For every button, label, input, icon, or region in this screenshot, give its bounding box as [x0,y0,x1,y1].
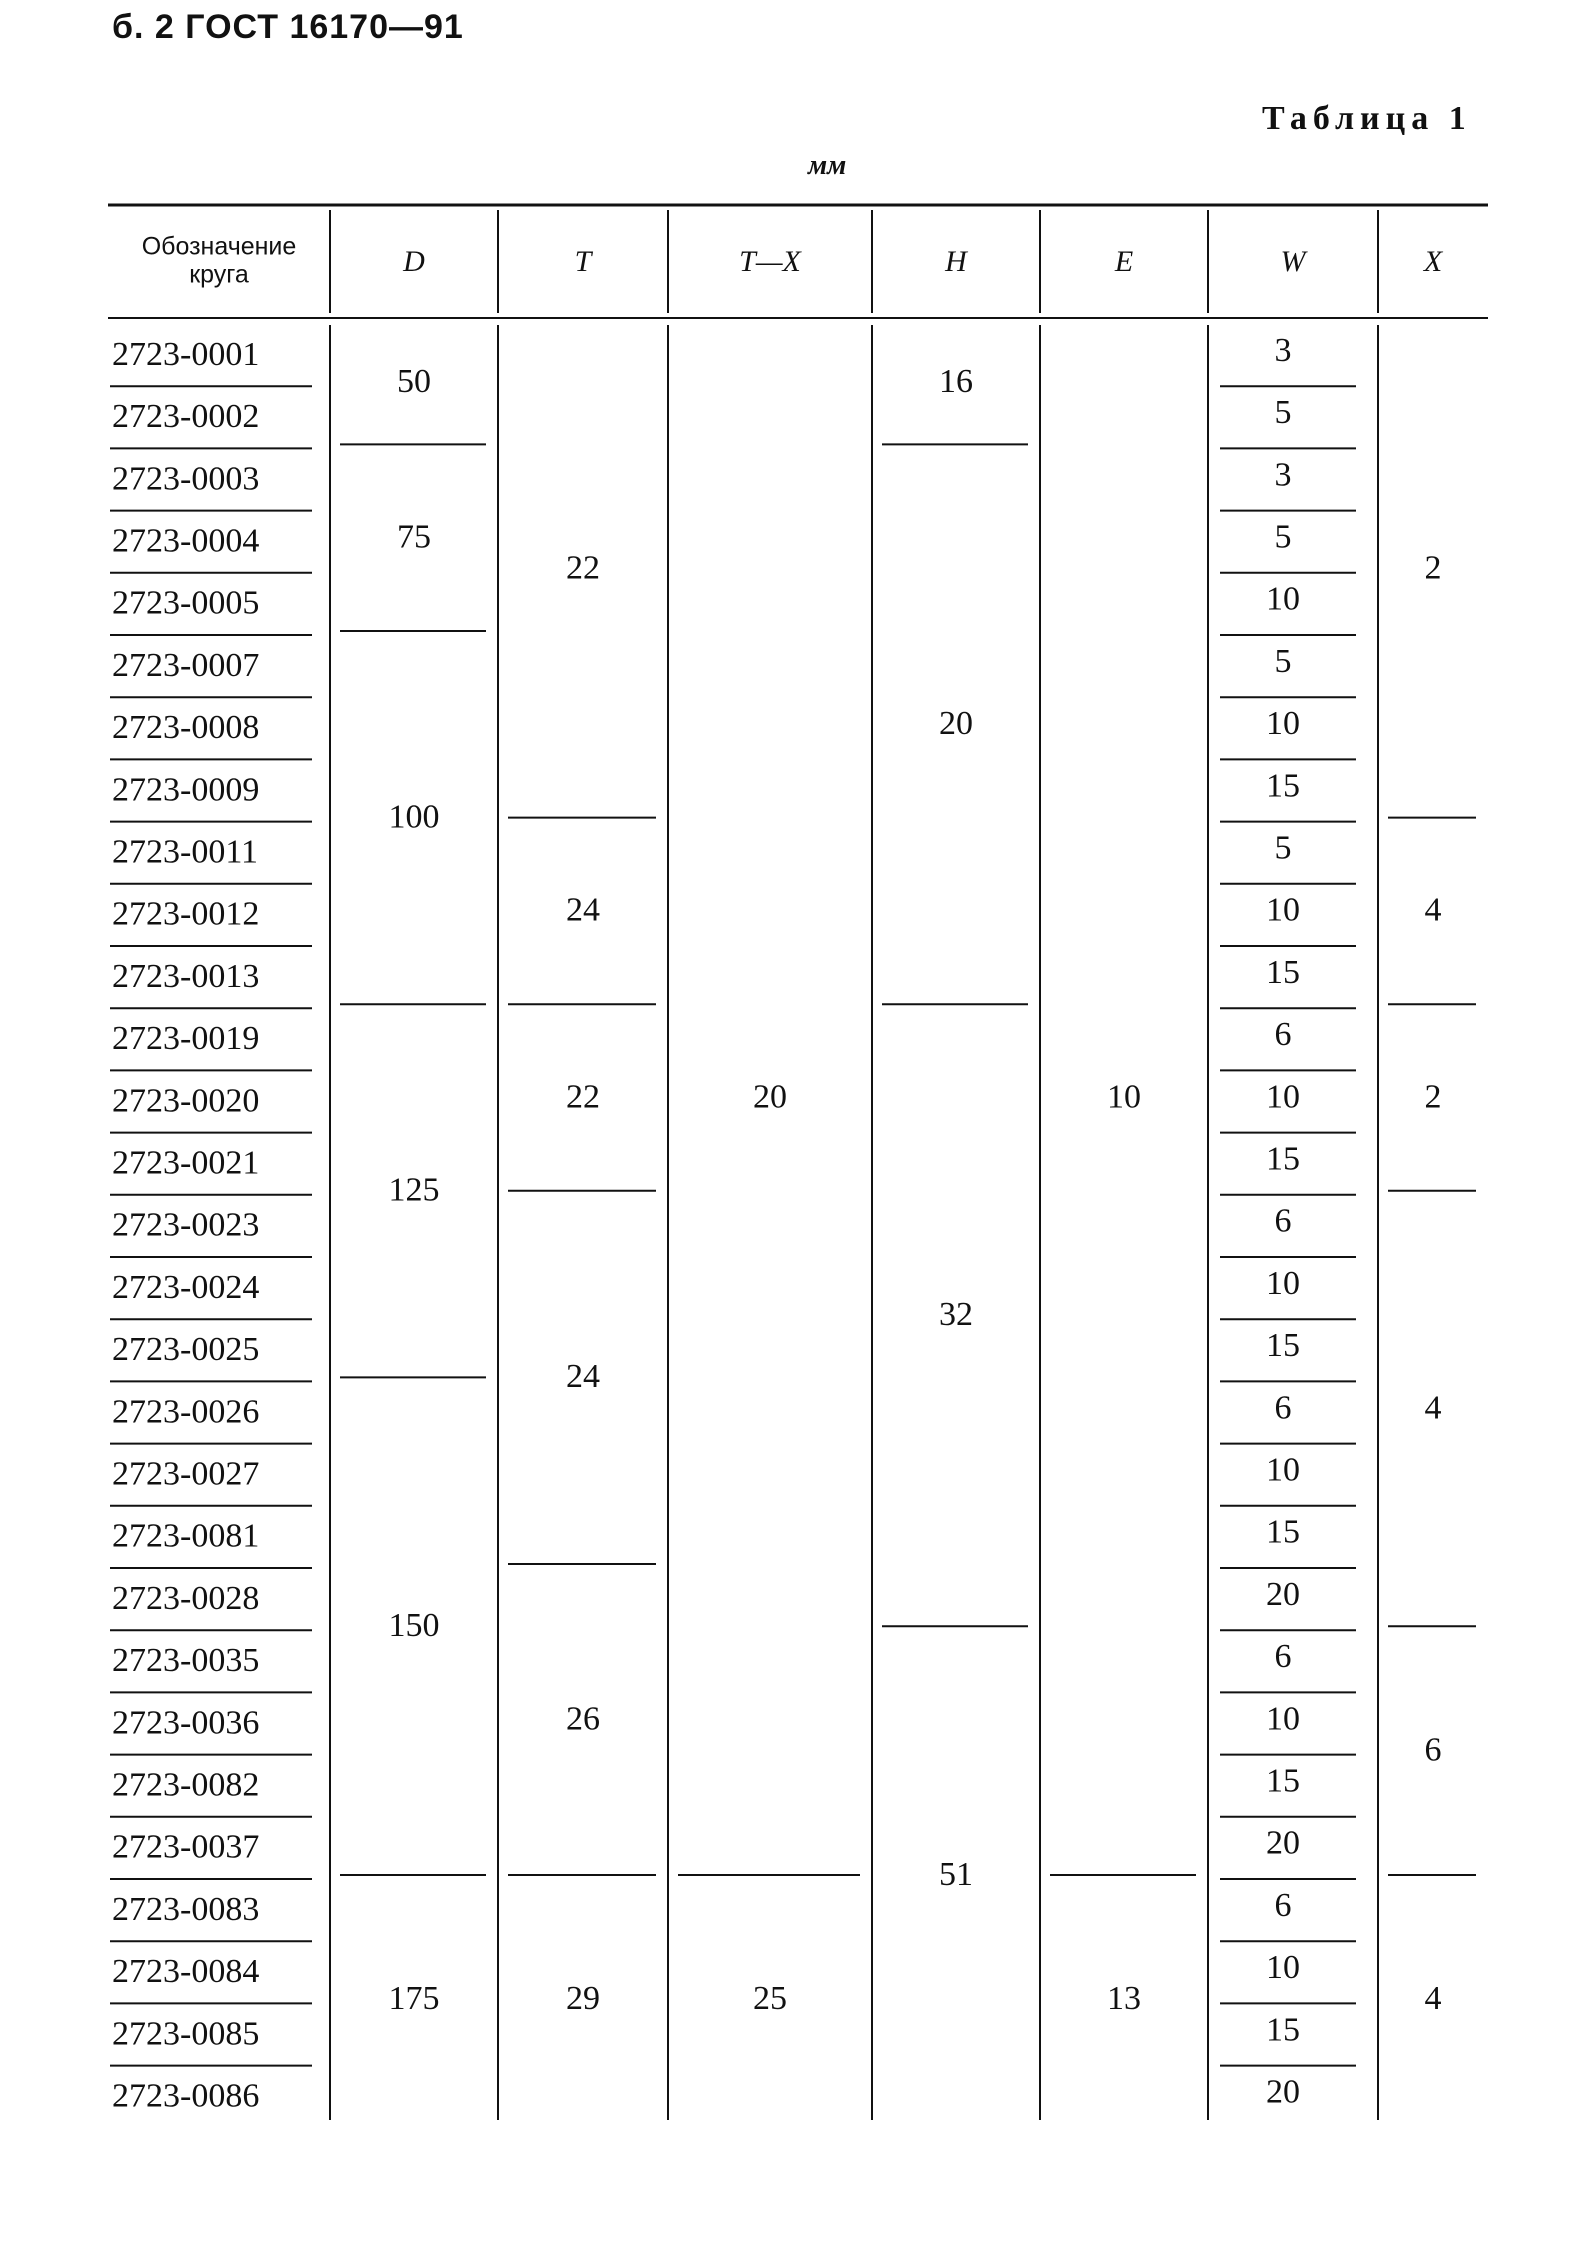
designation-code: 2723-0023 [112,1206,260,1244]
w-value: 5 [1274,518,1292,556]
designation-code: 2723-0007 [112,646,260,684]
x-value: 6 [1424,1731,1442,1769]
w-value: 3 [1274,456,1292,494]
designation-code: 2723-0081 [112,1517,260,1555]
t-x-value: 20 [753,1078,787,1116]
page-header: б. 2 ГОСТ 16170—91 [112,8,464,46]
d-value: 50 [397,362,431,400]
t-x-value: 25 [753,1980,787,2018]
w-value: 6 [1274,1389,1292,1427]
designation-code: 2723-0036 [112,1704,260,1742]
column-header-t-x: T—X [739,244,801,278]
designation-code: 2723-0008 [112,709,260,747]
designation-header: круга [189,260,249,289]
designation-code: 2723-0028 [112,1579,260,1617]
designation-code: 2723-0024 [112,1268,260,1306]
column-header-t: T [574,244,592,278]
d-value: 125 [388,1171,440,1209]
designation-code: 2723-0082 [112,1766,260,1804]
table-caption: Таблица 1 [1262,100,1472,137]
x-value: 2 [1424,1078,1442,1116]
w-value: 10 [1266,580,1300,618]
designation-code: 2723-0019 [112,1020,260,1058]
d-value: 175 [388,1980,440,2018]
x-value: 2 [1424,549,1442,587]
t-value: 29 [566,1980,600,2018]
designation-code: 2723-0084 [112,1953,260,1991]
w-value: 15 [1266,1140,1300,1178]
designation-code: 2723-0003 [112,460,260,498]
column-header-d: D [403,244,425,278]
designation-code: 2723-0013 [112,957,260,995]
designation-code: 2723-0085 [112,2015,260,2053]
t-value: 24 [566,891,600,929]
table-header [142,233,1444,289]
w-value: 10 [1266,1264,1300,1302]
w-value: 20 [1266,1824,1300,1862]
e-value: 10 [1107,1078,1141,1116]
designation-code: 2723-0021 [112,1144,260,1182]
w-value: 6 [1274,1638,1292,1676]
designation-code: 2723-0035 [112,1642,260,1680]
h-value: 32 [939,1295,973,1333]
t-value: 26 [566,1700,600,1738]
w-value: 10 [1266,1700,1300,1738]
x-value: 4 [1424,1389,1442,1427]
w-value: 15 [1266,2011,1300,2049]
w-value: 15 [1266,953,1300,991]
d-value: 75 [397,518,431,556]
x-value: 4 [1424,1980,1442,2018]
x-value: 4 [1424,891,1442,929]
designation-code: 2723-0083 [112,1890,260,1928]
designation-code: 2723-0086 [112,2077,260,2115]
w-value: 15 [1266,1762,1300,1800]
e-value: 13 [1107,1980,1141,2018]
designation-code: 2723-0037 [112,1828,260,1866]
w-value: 15 [1266,1327,1300,1365]
h-value: 16 [939,362,973,400]
column-header-e: E [1114,244,1134,278]
units-label: мм [808,150,847,181]
t-value: 22 [566,1078,600,1116]
column-header-x: X [1423,244,1443,278]
t-value: 22 [566,549,600,587]
d-value: 150 [388,1606,440,1644]
w-value: 10 [1266,1949,1300,1987]
designation-header: Обозначение [141,232,297,261]
w-value: 15 [1266,767,1300,805]
w-value: 5 [1274,642,1292,680]
designation-code: 2723-0012 [112,895,260,933]
designation-code: 2723-0001 [112,335,260,373]
w-value: 6 [1274,1016,1292,1054]
designation-code: 2723-0009 [112,771,260,809]
designation-code: 2723-0002 [112,398,260,436]
table-body [112,332,1442,2115]
w-value: 6 [1274,1202,1292,1240]
w-value: 20 [1266,2073,1300,2111]
h-value: 20 [939,705,973,743]
h-value: 51 [939,1855,973,1893]
designation-code: 2723-0025 [112,1331,260,1369]
w-value: 20 [1266,1575,1300,1613]
column-header-h: H [945,244,967,278]
w-value: 10 [1266,1078,1300,1116]
designation-code: 2723-0005 [112,584,260,622]
column-header-w: W [1280,244,1306,278]
designation-code: 2723-0027 [112,1455,260,1493]
d-value: 100 [388,798,440,836]
w-value: 3 [1274,331,1292,369]
w-value: 10 [1266,891,1300,929]
designation-code: 2723-0026 [112,1393,260,1431]
designation-code: 2723-0020 [112,1082,260,1120]
w-value: 10 [1266,705,1300,743]
w-value: 6 [1274,1886,1292,1924]
w-value: 15 [1266,1513,1300,1551]
w-value: 5 [1274,829,1292,867]
w-value: 5 [1274,394,1292,432]
designation-code: 2723-0004 [112,522,260,560]
w-value: 10 [1266,1451,1300,1489]
t-value: 24 [566,1358,600,1396]
designation-code: 2723-0011 [112,833,259,871]
